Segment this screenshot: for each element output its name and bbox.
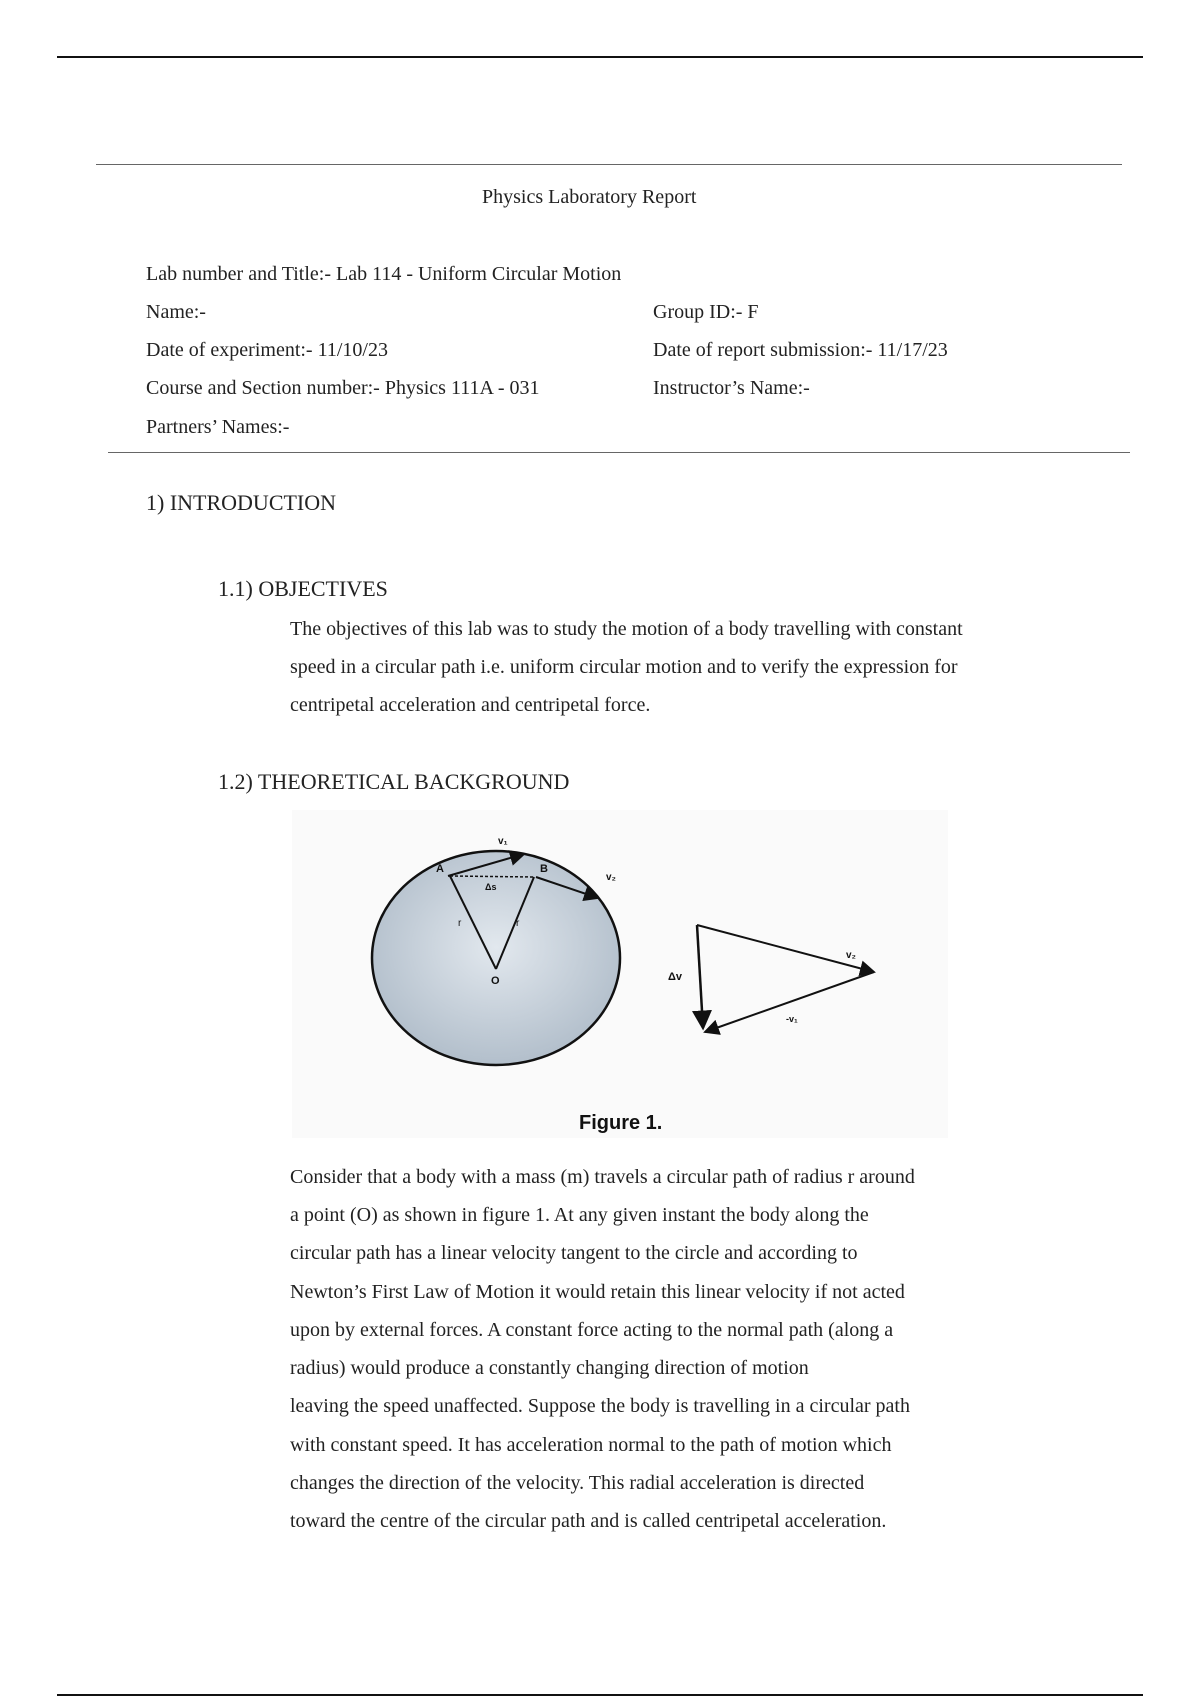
date-of-experiment: Date of experiment:- 11/10/23 (146, 339, 388, 361)
label-delta-v: Δv (668, 971, 683, 983)
date-of-submission: Date of report submission:- 11/17/23 (653, 339, 948, 361)
theory-line: changes the direction of the velocity. This radial acceleration is directed (290, 1472, 865, 1494)
label-v2-triangle: v₂ (846, 950, 857, 961)
objectives-heading: 1.1) OBJECTIVES (218, 576, 388, 601)
theory-paragraph (290, 1166, 1010, 1546)
objectives-paragraph (290, 618, 1010, 728)
theory-line: upon by external forces. A constant force acting to the normal path (along a (290, 1319, 894, 1341)
theory-line: leaving the speed unaffected. Suppose the body is travelling in a circular path (290, 1395, 910, 1417)
group-id: Group ID:- F (653, 301, 759, 323)
triangle-delta-v (697, 925, 703, 1028)
objectives-line: The objectives of this lab was to study the motion of a body travelling with constant (290, 618, 963, 640)
partners-names: Partners’ Names:- (146, 416, 290, 438)
introduction-heading: 1) INTRODUCTION (146, 490, 337, 515)
page-top-rule (57, 56, 1143, 58)
objectives-line: centripetal acceleration and centripetal force. (290, 694, 651, 716)
theory-heading: 1.2) THEORETICAL BACKGROUND (218, 769, 570, 794)
instructor-name: Instructor’s Name:- (653, 377, 810, 399)
label-r-left: r (458, 918, 462, 929)
header-bottom-rule (108, 452, 1130, 453)
figure-caption-text: Figure 1. (579, 1112, 663, 1134)
theory-line: Consider that a body with a mass (m) travels a circular path of radius r around (290, 1166, 915, 1188)
label-v1: v₁ (498, 836, 508, 847)
page-bottom-rule (57, 1694, 1143, 1696)
report-title: Physics Laboratory Report (482, 186, 697, 208)
figure-1 (292, 810, 948, 1138)
label-arc: Δs (485, 882, 497, 892)
lab-number-title: Lab number and Title:- Lab 114 - Uniform Circular Motion (146, 263, 622, 285)
theory-line: toward the centre of the circular path and is called centripetal acceleration. (290, 1510, 887, 1532)
circular-motion-diagram (292, 810, 948, 1110)
label-o: O (491, 975, 500, 987)
header-top-rule (96, 164, 1122, 165)
student-name: Name:- (146, 301, 206, 323)
objectives-line: speed in a circular path i.e. uniform circular motion and to verify the expression for (290, 656, 958, 678)
course-section: Course and Section number:- Physics 111A - 031 (146, 377, 540, 399)
label-minus-v1: -v₁ (786, 1014, 798, 1024)
label-r-right: r (516, 918, 520, 929)
label-a: A (436, 863, 444, 875)
theory-line: with constant speed. It has acceleration normal to the path of motion which (290, 1434, 892, 1456)
theory-line: circular path has a linear velocity tangent to the circle and according to (290, 1242, 858, 1264)
theory-line: a point (O) as shown in figure 1. At any given instant the body along the (290, 1204, 869, 1226)
label-b: B (540, 863, 548, 875)
label-v2: v₂ (606, 872, 617, 883)
theory-line: Newton’s First Law of Motion it would retain this linear velocity if not acted (290, 1281, 905, 1303)
theory-line: radius) would produce a constantly changing direction of motion (290, 1357, 809, 1379)
triangle-v2 (697, 925, 874, 972)
chord (450, 876, 534, 877)
